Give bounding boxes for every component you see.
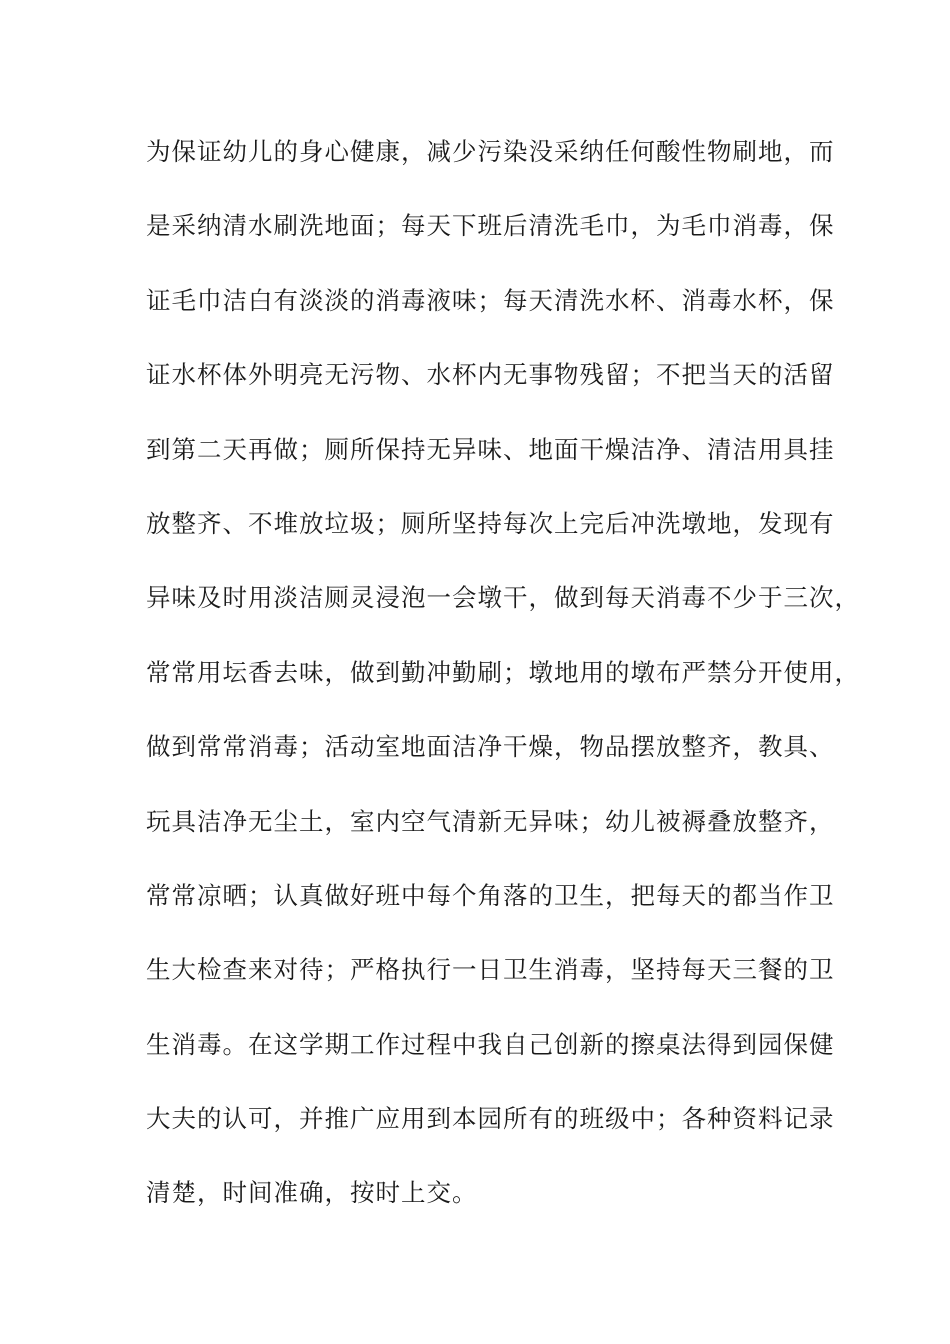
paragraph-line-8: 常常用坛香去味，做到勤冲勤刷；墩地用的墩布严禁分开使用， <box>146 657 860 687</box>
paragraph-line-5: 到第二天再做；厕所保持无异味、地面干燥洁净、清洁用具挂 <box>146 434 835 464</box>
paragraph-line-13: 生消毒。在这学期工作过程中我自己创新的擦桌法得到园保健 <box>146 1029 835 1059</box>
paragraph-line-10: 玩具洁净无尘土，室内空气清新无异味；幼儿被褥叠放整齐， <box>146 806 835 836</box>
paragraph-line-7: 异味及时用淡洁厕灵浸泡一会墩干，做到每天消毒不少于三次， <box>146 583 860 613</box>
paragraph-line-15: 清楚，时间准确，按时上交。 <box>146 1178 478 1208</box>
paragraph-line-12: 生大检查来对待；严格执行一日卫生消毒，坚持每天三餐的卫 <box>146 955 835 985</box>
paragraph-line-14: 大夫的认可，并推广应用到本园所有的班级中；各种资料记录 <box>146 1104 835 1134</box>
paragraph-line-11: 常常凉晒；认真做好班中每个角落的卫生，把每天的都当作卫 <box>146 880 835 910</box>
paragraph-line-6: 放整齐、不堆放垃圾；厕所坚持每次上完后冲洗墩地，发现有 <box>146 508 835 538</box>
paragraph-line-2: 是采纳清水刷洗地面；每天下班后清洗毛巾，为毛巾消毒，保 <box>146 211 835 241</box>
paragraph-line-3: 证毛巾洁白有淡淡的消毒液味；每天清洗水杯、消毒水杯，保 <box>146 285 835 315</box>
paragraph-line-4: 证水杯体外明亮无污物、水杯内无事物残留；不把当天的活留 <box>146 360 835 390</box>
body-paragraph <box>146 134 860 1250</box>
paragraph-line-1: 为保证幼儿的身心健康，减少污染没采纳任何酸性物刷地，而 <box>146 137 835 166</box>
paragraph-line-9: 做到常常消毒；活动室地面洁净干燥，物品摆放整齐，教具、 <box>146 732 835 762</box>
